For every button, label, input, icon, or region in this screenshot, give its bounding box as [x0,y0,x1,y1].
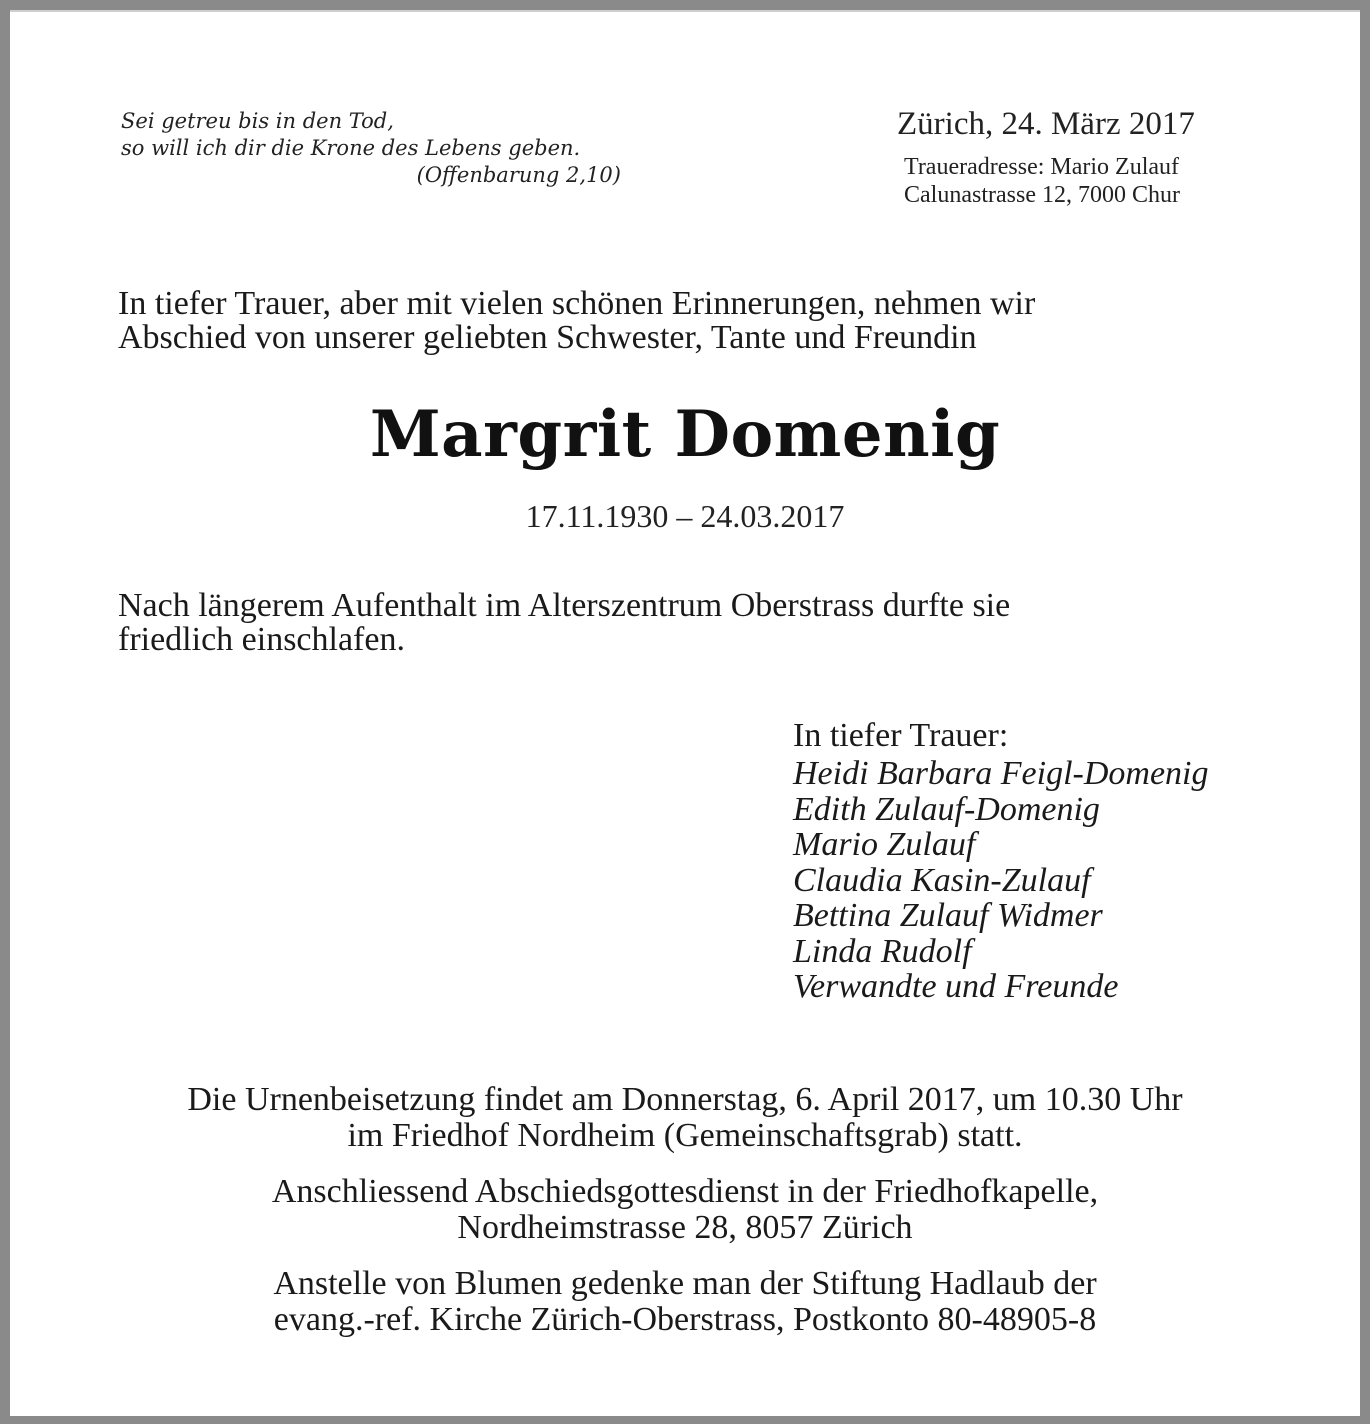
mourning-address [904,153,1264,209]
life-dates: 17.11.1930 – 24.03.2017 [525,498,845,534]
verse-line-1: Sei getreu bis in den Tod, [121,109,394,133]
bible-verse [121,108,641,189]
mourner-name: Heidi Barbara Feigl-Domenig [793,755,1209,792]
mourner-name: Bettina Zulauf Widmer [793,897,1103,934]
donation-line-1: Anstelle von Blumen gedenke man der Stiftung Hadlaub der [273,1265,1097,1302]
mourning-address-line-2: Calunastrasse 12, 7000 Chur [904,182,1180,208]
dateline: Zürich, 24. März 2017 [897,106,1195,142]
mourning-address-line-1: Traueradresse: Mario Zulauf [904,154,1180,180]
passing-text [118,589,1252,657]
donation-notice [10,1266,1360,1338]
service-notice [10,1174,1360,1246]
deceased-name: Margrit Domenig [369,397,1001,472]
burial-notice [10,1082,1360,1154]
mourner-name: Linda Rudolf [793,932,972,970]
burial-line-2: im Friedhof Nordheim (Gemeinschaftsgrab) statt. [347,1117,1023,1154]
obituary-page [10,10,1360,1416]
verse-reference: (Offenbarung 2,10) [416,163,621,187]
mourner-name: Mario Zulauf [793,826,976,863]
passing-line-2: friedlich einschlafen. [118,621,405,658]
burial-line-1: Die Urnenbeisetzung findet am Donnerstag, 6. April 2017, um 10.30 Uhr [187,1081,1183,1118]
service-line-2: Nordheimstrasse 28, 8057 Zürich [457,1209,913,1246]
mourner-name: Verwandte und Freunde [793,968,1119,1005]
mourner-name: Edith Zulauf-Domenig [793,790,1100,828]
donation-line-2: evang.-ref. Kirche Zürich-Oberstrass, Postkonto 80-48905-8 [273,1301,1097,1338]
mourner-name: Claudia Kasin-Zulauf [793,861,1091,899]
verse-line-2: so will ich dir die Krone des Lebens geben. [121,136,581,160]
intro-line-2: Abschied von unserer geliebten Schwester, Tante und Freundin [118,319,977,356]
intro-line-1: In tiefer Trauer, aber mit vielen schönen Erinnerungen, nehmen wir [118,285,1036,322]
passing-line-1: Nach längerem Aufenthalt im Alterszentrum Oberstrass durfte sie [118,587,1011,624]
mourners-list [793,756,1293,1005]
intro-text [118,287,1252,355]
service-line-1: Anschliessend Abschiedsgottesdienst in der Friedhofkapelle, [271,1173,1099,1210]
mourners-heading: In tiefer Trauer: [793,717,1009,754]
notices-block [10,1082,1360,1358]
mourners-block [793,716,1293,1005]
